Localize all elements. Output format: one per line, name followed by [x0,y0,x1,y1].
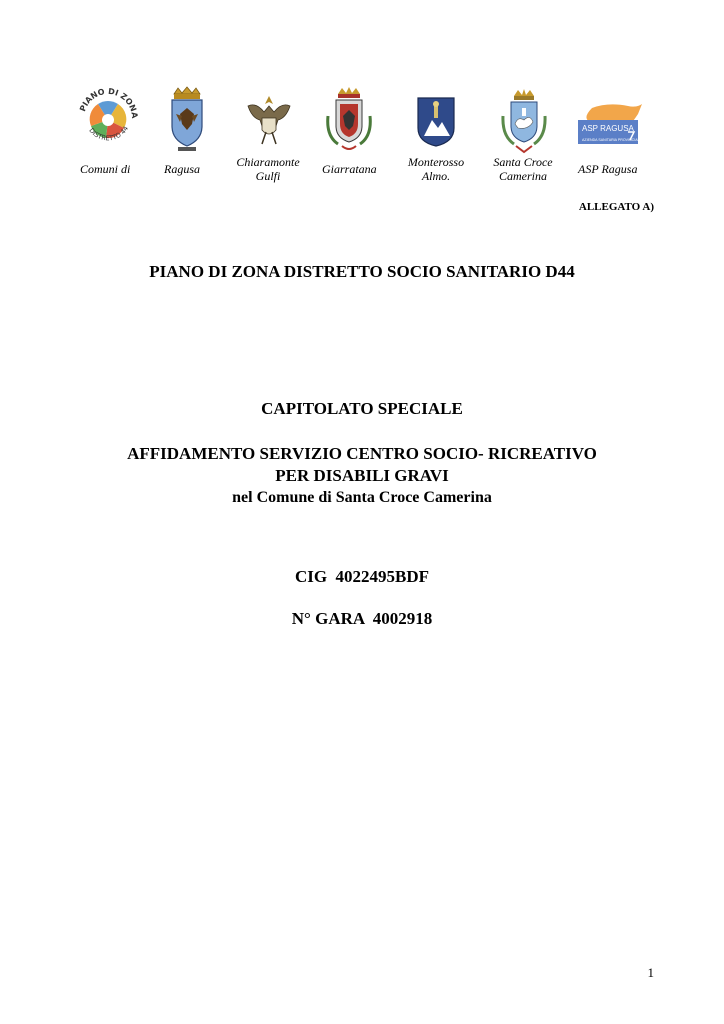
capitolato-title: CAPITOLATO SPECIALE [261,399,463,418]
chiaramonte-gulfi-crest [244,92,294,148]
header-logos [0,0,724,200]
santa-croce-camerina-crest [500,88,548,154]
piano-di-zona-logo [76,84,140,154]
caption-monterosso-almo [400,155,472,183]
caption-ragusa: Ragusa [164,162,200,176]
cig-code: CIG 4022495BDF [294,567,430,586]
service-line-1: AFFIDAMENTO SERVIZIO CENTRO SOCIO- RICREATIVO [127,444,597,463]
caption-chiaramonte-gulfi [230,155,306,183]
svg-text:ASP RAGUSA: ASP RAGUSA [582,124,634,133]
svg-text:DISTRETTO 44: DISTRETTO 44 [87,124,131,143]
caption-line-1: Santa Croce [493,155,553,169]
ragusa-crest [168,86,206,152]
monterosso-almo-crest [416,96,456,148]
caption-line-2: Gulfi [255,169,281,183]
gara-number: N° GARA 4002918 [291,609,433,628]
caption-giarratana: Giarratana [322,162,377,176]
svg-text:PIANO DI ZONA: PIANO DI ZONA [78,86,140,119]
asp-ragusa-logo [572,100,648,150]
caption-asp-ragusa: ASP Ragusa [578,162,638,176]
caption-line-2: Almo. [421,169,451,183]
page-heading: PIANO DI ZONA DISTRETTO SOCIO SANITARIO D44 [149,262,575,281]
caption-comuni-di: Comuni di [80,162,131,176]
page-number: 1 [647,965,654,980]
service-line-3: nel Comune di Santa Croce Camerina [232,489,492,506]
caption-santa-croce-camerina [486,155,560,183]
giarratana-crest [324,86,374,156]
allegato-label: ALLEGATO A) [578,201,654,213]
caption-line-1: Monterosso [407,155,465,169]
svg-text:AZIENDA SANITARIA PROVINCIALE: AZIENDA SANITARIA PROVINCIALE [582,138,643,142]
service-line-2: PER DISABILI GRAVI [275,466,449,485]
caption-line-2: Camerina [499,169,547,183]
caption-line-1: Chiaramonte [236,155,300,169]
